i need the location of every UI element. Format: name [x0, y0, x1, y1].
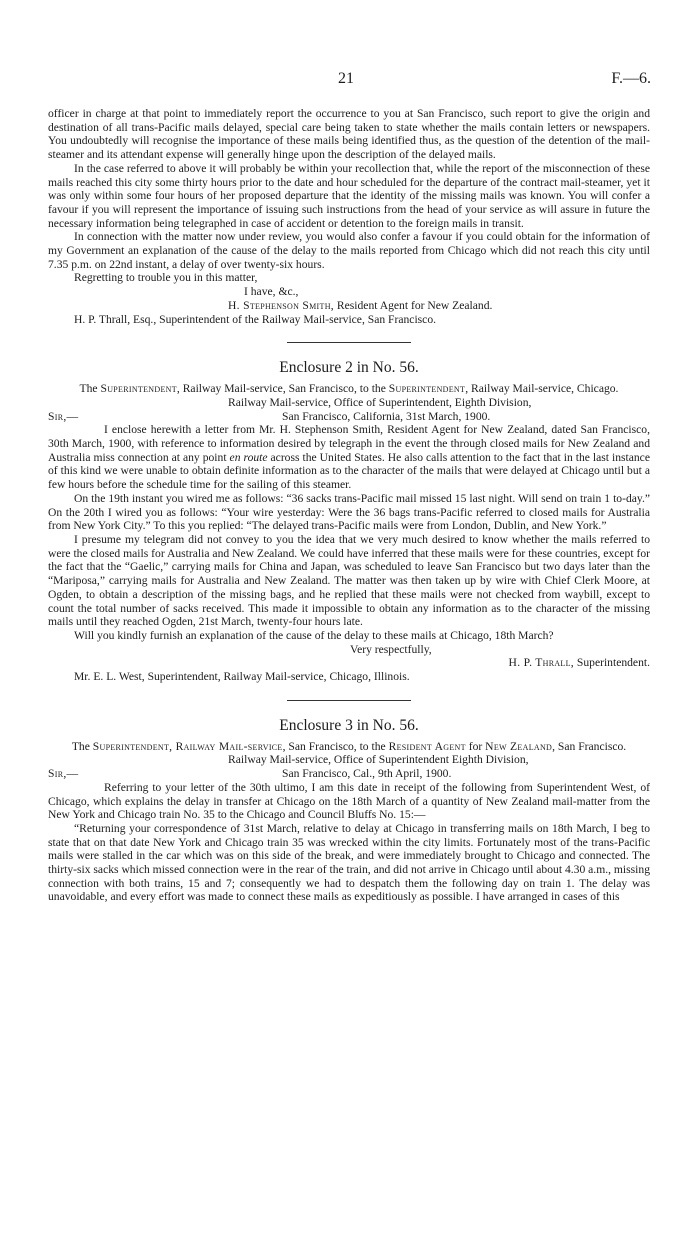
enclosure-2-addressee: Mr. E. L. West, Superintendent, Railway Mail-service, Chicago, Illinois.	[74, 670, 410, 684]
enclosure-2-p1-text: I enclose herewith a letter from Mr. H. Stephenson Smith, Resident Agent for New Zealand, dated San Francisco, 30th March, 1900, with reference to information desired by telegraph in the event the through closed mails for New Zealand and Australia miss connection at any point	[48, 423, 650, 464]
enclosure-2-signature	[48, 656, 650, 670]
enclosure-2-paragraph-4: Will you kindly furnish an explanation of the cause of the delay to these mails at Chicago, 18th March?	[74, 628, 554, 642]
enclosure-2-closing: Very respectfully,	[350, 642, 432, 656]
letter-continuation	[48, 107, 650, 326]
section-divider	[287, 342, 411, 343]
enclosure-3-salutation-row	[48, 767, 650, 781]
enclosure-3-route-prefix: The	[71, 739, 90, 753]
enclosure-2-route-from: Superintendent	[100, 382, 177, 396]
enclosure-2-salutation-row	[48, 410, 650, 424]
enclosure-2-signature-title: Superintendent.	[576, 656, 650, 670]
page-number: 21	[338, 70, 354, 87]
enclosure-3-route-mid: , San Francisco, to the	[282, 739, 386, 753]
letter1-closing: Regretting to trouble you in this matter,	[74, 271, 258, 285]
enclosure-2-route-prefix: The	[79, 382, 98, 396]
page-body	[48, 107, 650, 904]
enclosure-3-office-line-1: Railway Mail-service, Office of Superintendent Eighth Division,	[228, 753, 529, 767]
letter1-paragraph-3: In connection with the matter now under review, you would also confer a favour if you could obtain for the information of my Government an explanation of the cause of the delay to the mails reported from Chicago which did not reach this city until 7.35 p.m. on 22nd instant, a delay of over twenty-six hours.	[48, 230, 650, 271]
enclosure-2-route-end: , Railway Mail-service, Chicago.	[465, 382, 619, 396]
enclosure-3-route-end: , San Francisco.	[552, 739, 627, 753]
enclosure-3-route	[48, 740, 650, 754]
enclosure-2-paragraph-2: On the 19th instant you wired me as follows: “36 sacks trans-Pacific mail missed 15 last night. Will send on train 1 to-day.” On the 20th I wired you as follows: “Your wire yesterday: Were the 36 bags trans-Pacific referred to closed mails for Australia from New York City.” To this you replied: “The delayed trans-Pacific mails were from London, Dublin, and New York.”	[48, 491, 650, 533]
enclosure-2-salutation: Sir,—	[48, 409, 79, 423]
enclosure-2-route-mid: , Railway Mail-service, San Francisco, to the	[176, 382, 386, 396]
letter1-i-have: I have, &c.,	[244, 285, 299, 299]
section-divider	[287, 700, 411, 701]
enclosure-2-paragraph-1	[48, 423, 650, 492]
page-header	[0, 70, 700, 92]
document-reference: F.—6.	[611, 70, 651, 87]
enclosure-3-paragraph-1: Referring to your letter of the 30th ultimo, I am this date in receipt of the following from Superintendent West, of Chicago, which explains the delay in transfer at Chicago on the 18th March of a quantity of New Zealand mail-matter from the New York and Chicago train No. 35 to the Chicago and Council Bluffs No. 15:—	[48, 780, 650, 822]
enclosure-2	[48, 358, 650, 683]
enclosure-2-office-line-1: Railway Mail-service, Office of Superintendent, Eighth Division,	[228, 395, 532, 409]
enclosure-2-route	[48, 382, 650, 396]
letter1-addressee: H. P. Thrall, Esq., Superintendent of the Railway Mail-service, San Francisco.	[74, 312, 437, 326]
enclosure-3-heading: Enclosure 3 in No. 56.	[279, 716, 419, 734]
enclosure-2-p1-italic: en route	[229, 450, 268, 464]
enclosure-2-route-to: Superintendent	[388, 382, 466, 396]
enclosure-3-route-for: for	[468, 739, 483, 753]
enclosure-3-office-line-2: San Francisco, Cal., 9th April, 1900.	[282, 767, 452, 781]
enclosure-3-route-from: Superintendent, Railway Mail-service	[92, 739, 283, 753]
letter1-signature	[48, 299, 650, 313]
enclosure-3-salutation: Sir,—	[48, 767, 79, 781]
letter1-paragraph-1: officer in charge at that point to immediately report the occurrence to you at San Francisco, such report to give the origin and destination of all trans-Pacific mails delayed, special care being taken to state whether the mails contain letters or newspapers. You undoubtedly will recognise the importance of these mails being identified thus, as the question of the detention of the mail-steamer and its attendant expense will generally hinge upon the description of the delayed mails.	[48, 107, 650, 162]
letter1-paragraph-2: In the case referred to above it will probably be within your recollection that, while the report of the misconnection of these mails reached this city some thirty hours prior to the date and hour scheduled for the departure of the contract mail-steamer, yet it was only within some four hours of her proposed departure that the identity of the missing mails was known. You will confer a favour if you will represent the importance of issuing such instructions from the head of your service as will assure in future the necessary information being telegraphed in case of accident or detention to the foreign mails in transit.	[48, 161, 650, 230]
letter1-signature-name: H. Stephenson Smith,	[228, 298, 334, 312]
letter1-signature-title: Resident Agent for New Zealand.	[336, 298, 493, 312]
enclosure-3-paragraph-2: “Returning your correspondence of 31st March, relative to delay at Chicago in transferring mails on 18th March, I beg to state that on that date New York and Chicago train 35 was wrecked within the city limits. Fortunately most of the trans-Pacific mails were stalled in the car which was on this side of the break, and were immediately brought to Chicago and connected. The thirty-six sacks which missed connection were in the rear of the train, and did not arrive in Chicago until about 4.30 a.m., missing connection with both trains, 15 and 7; consequently we had to despatch them the following day on train 1. The delay was unavoidable, and every effort was made to connect these mails as expeditiously as possible. I have arranged in cases of this	[48, 821, 650, 904]
enclosure-2-heading: Enclosure 2 in No. 56.	[279, 359, 419, 377]
enclosure-2-office-line-2: San Francisco, California, 31st March, 1900.	[282, 409, 491, 423]
enclosure-3	[48, 716, 650, 904]
enclosure-3-route-to-2: New Zealand	[485, 739, 553, 753]
enclosure-2-signature-name: H. P. Thrall,	[508, 656, 574, 670]
enclosure-2-paragraph-3: I presume my telegram did not convey to you the idea that we very much desired to know whether the mails referred to were the closed mails for Australia and New Zealand. We could have inferred that these mails were for these countries, except for the fact that the “Gaelic,” carrying mails for China and Japan, was scheduled to leave San Francisco but two days later than the “Mariposa,” carrying mails for Australia and New Zealand. The matter was then taken up by wire with Chief Clerk Moore, at Ogden, to obtain a description of the missing bags, and he replied that these mails were not checked from waybill, except to count the total number of sacks received. This made it impossible to obtain any information as to the character of the missing mails until they reached Ogden, 21st March, twenty-four hours late.	[48, 532, 650, 629]
enclosure-2-p1-end: across the United States. He also calls attention to the fact that in the last instance of this kind we were unable to obtain definite information as to the character of the mails that were delayed at Chicago until but a few hours before the schedule time for the sailing of this steamer.	[48, 450, 650, 492]
enclosure-3-route-to: Resident Agent	[388, 739, 466, 753]
